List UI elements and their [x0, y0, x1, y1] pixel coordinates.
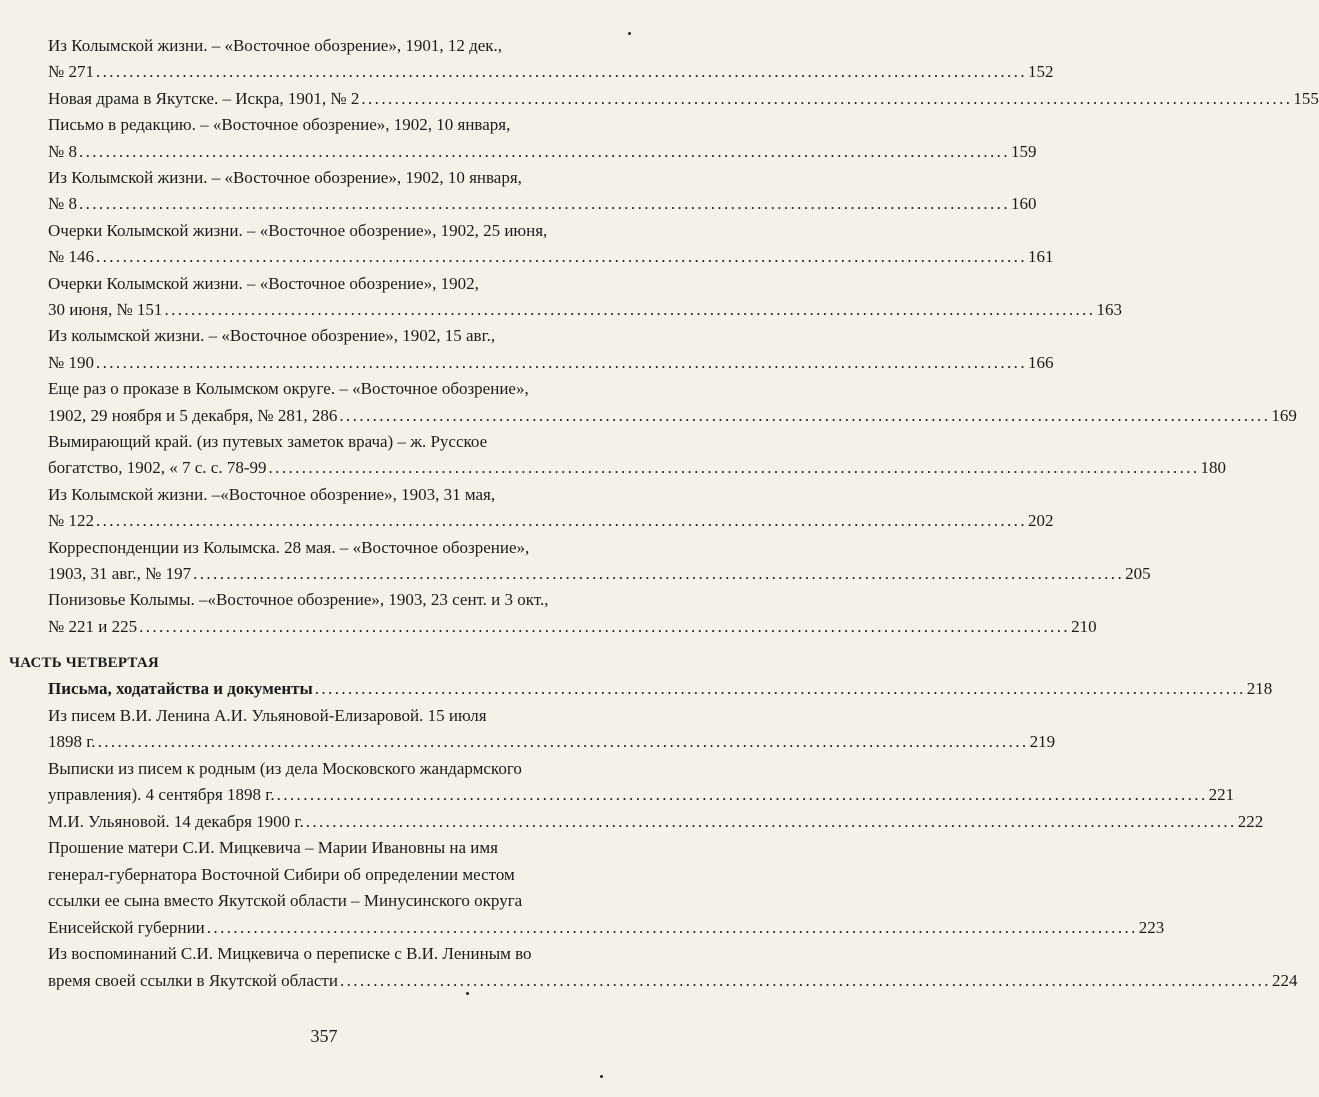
dot-leader: ............................................................................................................................................	[95, 62, 1027, 82]
toc-entry-text-line: Очерки Колымской жизни. – «Восточное обозрение», 1902,	[48, 273, 479, 293]
toc-entry-title: № 221 и 225	[48, 616, 138, 636]
toc-entry	[48, 613, 1097, 640]
toc-entry-text-line: Письмо в редакцию. – «Восточное обозрение», 1902, 10 января,	[48, 115, 511, 135]
toc-entry-title: М.И. Ульяновой. 14 декабря 1900 г.	[48, 811, 304, 831]
toc-entry	[48, 138, 1037, 165]
toc-page-number: 155	[1293, 88, 1319, 108]
toc-entry-title: № 146	[48, 247, 94, 267]
toc-page-number: 219	[1029, 732, 1056, 751]
toc-page-number: 205	[1125, 564, 1151, 583]
toc-entry-title: 1898 г.	[48, 732, 96, 751]
dot-leader: ............................................................................................................................................	[361, 88, 1293, 108]
toc-page-number: 160	[1010, 194, 1037, 214]
toc-entry-text-line: Еще раз о проказе в Колымском округе. – «Восточное обозрение»,	[48, 379, 529, 399]
toc-entry-text-line: Из Колымской жизни. – «Восточное обозрение», 1902, 10 января,	[48, 168, 522, 187]
dot-leader: ............................................................................................................................................	[139, 616, 1071, 636]
toc-page-number: 169	[1271, 405, 1297, 425]
toc-page-number: 159	[1010, 141, 1037, 161]
toc-entry-title: 1902, 29 ноября и 5 декабря, № 281, 286	[48, 405, 338, 425]
dot-leader: ............................................................................................................................................	[78, 194, 1010, 214]
toc-entry	[48, 85, 1319, 112]
toc-entry	[48, 675, 1273, 702]
toc-page-number: 218	[1246, 679, 1273, 698]
dot-leader: ............................................................................................................................................	[95, 247, 1027, 267]
toc-entry	[48, 728, 1056, 755]
toc-entry	[48, 349, 1054, 376]
toc-page-number: 163	[1096, 300, 1122, 319]
toc-entry-text-line: Прошение матери С.И. Мицкевича – Марии Ивановны на имя	[48, 838, 498, 857]
toc-page-number: 221	[1208, 785, 1235, 804]
toc-page-number: 223	[1138, 917, 1165, 937]
toc-page-number: 210	[1071, 616, 1097, 636]
toc-entry-title: богатство, 1902, « 7 с. с. 78-99	[48, 458, 267, 478]
toc-entry	[48, 454, 1227, 481]
toc-entry-title: № 271	[48, 62, 94, 82]
toc-page-number: 180	[1200, 458, 1227, 478]
print-speck	[600, 1075, 603, 1078]
toc-entry-text-line: Очерки Колымской жизни. – «Восточное обозрение», 1902, 25 июня,	[48, 220, 548, 240]
toc-entry	[48, 560, 1151, 587]
toc-entry-text-line: Вымирающий край. (из путевых заметок врача) – ж. Русское	[48, 432, 488, 451]
toc-entry	[48, 402, 1297, 429]
toc-entry-text-line: Корреспонденции из Колымска. 28 мая. – «Восточное обозрение»,	[48, 537, 530, 557]
dot-leader: ............................................................................................................................................	[305, 811, 1237, 831]
toc-page-number: 222	[1237, 811, 1264, 831]
dot-leader: ............................................................................................................................................	[97, 732, 1029, 751]
toc-entry-text-line: Из писем В.И. Ленина А.И. Ульяновой-Елизаровой. 15 июля	[48, 705, 487, 725]
toc-entry-text-line: Из Колымской жизни. – «Восточное обозрение», 1901, 12 дек.,	[48, 36, 503, 55]
toc-entry	[48, 296, 1122, 323]
toc-entry-title: 1903, 31 авг., № 197	[48, 564, 192, 583]
toc-entry-title: № 190	[48, 352, 94, 372]
toc-entry-text-line: Из Колымской жизни. –«Восточное обозрение», 1903, 31 мая,	[48, 484, 496, 504]
dot-leader: ............................................................................................................................................	[268, 458, 1200, 478]
toc-entry	[48, 507, 1054, 534]
dot-leader: ............................................................................................................................................	[314, 679, 1246, 698]
print-speck	[628, 32, 631, 35]
toc-entry	[48, 58, 1054, 85]
dot-leader: ............................................................................................................................................	[339, 405, 1271, 425]
toc-entry-text-line: Понизовье Колымы. –«Восточное обозрение», 1903, 23 сент. и 3 окт.,	[48, 590, 549, 610]
toc-page-number: 202	[1027, 511, 1054, 531]
print-speck	[466, 992, 469, 995]
dot-leader: ............................................................................................................................................	[339, 970, 1271, 990]
toc-entry-title: № 8	[48, 141, 77, 161]
page-number: 357	[310, 1026, 338, 1046]
dot-leader: ............................................................................................................................................	[164, 300, 1096, 319]
toc-page-number: 161	[1027, 247, 1054, 267]
toc-entry-text-line: Из колымской жизни. – «Восточное обозрение», 1902, 15 авг.,	[48, 326, 496, 346]
toc-entry	[48, 808, 1264, 835]
toc-entry-text-line: Из воспоминаний С.И. Мицкевича о переписке с В.И. Лениным во	[48, 944, 532, 963]
toc-entry	[48, 190, 1037, 217]
toc-entry-title: № 8	[48, 194, 77, 214]
part-heading: ЧАСТЬ ЧЕТВЕРТАЯ	[9, 655, 159, 671]
toc-entry-text-line: ссылки ее сына вместо Якутской области – Минусинского округа	[48, 891, 523, 910]
dot-leader: ............................................................................................................................................	[95, 511, 1027, 531]
toc-entry-title: № 122	[48, 511, 94, 531]
toc-page-number: 152	[1027, 62, 1054, 82]
toc-entry-title: Новая драма в Якутске. – Искра, 1901, № 2	[48, 88, 360, 108]
toc-entry	[48, 781, 1235, 808]
toc-entry-title: время своей ссылки в Якутской области	[48, 970, 338, 990]
dot-leader: ............................................................................................................................................	[78, 141, 1010, 161]
toc-entry-title: 30 июня, № 151	[48, 300, 163, 319]
toc-page-number: 166	[1027, 352, 1054, 372]
dot-leader: ............................................................................................................................................	[276, 785, 1208, 804]
toc-entry-title: Письма, ходатайства и документы	[48, 679, 313, 698]
toc-entry-text-line: генерал-губернатора Восточной Сибири об определении местом	[48, 864, 515, 884]
toc-entry	[48, 967, 1298, 994]
dot-leader: ............................................................................................................................................	[95, 352, 1027, 372]
toc-page-number: 224	[1271, 970, 1298, 990]
toc-entry	[48, 914, 1165, 941]
toc-entry-title: управления). 4 сентября 1898 г.	[48, 785, 275, 804]
toc-entry-text-line: Выписки из писем к родным (из дела Московского жандармского	[48, 758, 522, 778]
toc-entry-title: Енисейской губернии	[48, 917, 205, 937]
toc-entry	[48, 243, 1054, 270]
dot-leader: ............................................................................................................................................	[193, 564, 1125, 583]
dot-leader: ............................................................................................................................................	[206, 917, 1138, 937]
